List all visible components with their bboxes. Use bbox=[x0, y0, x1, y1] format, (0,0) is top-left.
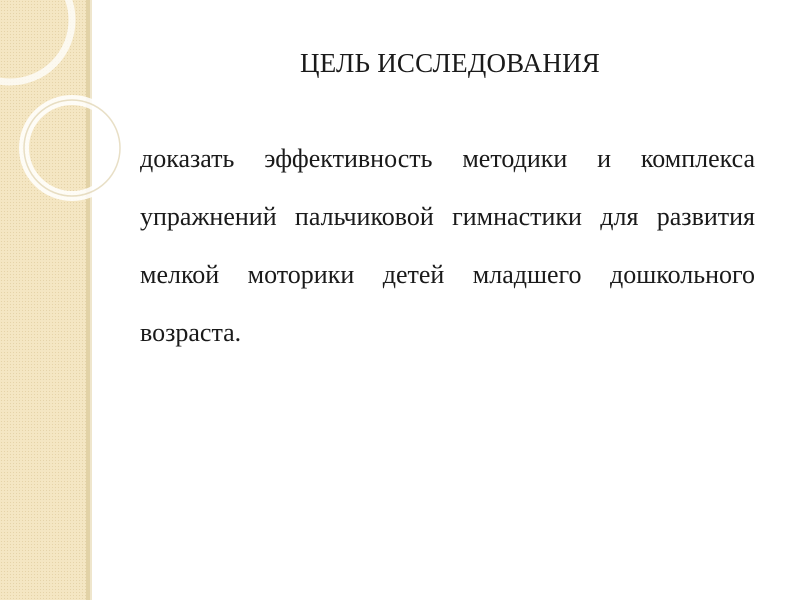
slide-title: ЦЕЛЬ ИССЛЕДОВАНИЯ bbox=[300, 48, 600, 78]
slide-body-text: доказать эффективность методики и комплекса упражнений пальчиковой гимнастики для развития мелкой моторики детей младшего дошкольного возраста. bbox=[140, 144, 755, 347]
decorative-rings-icon bbox=[0, 0, 140, 260]
